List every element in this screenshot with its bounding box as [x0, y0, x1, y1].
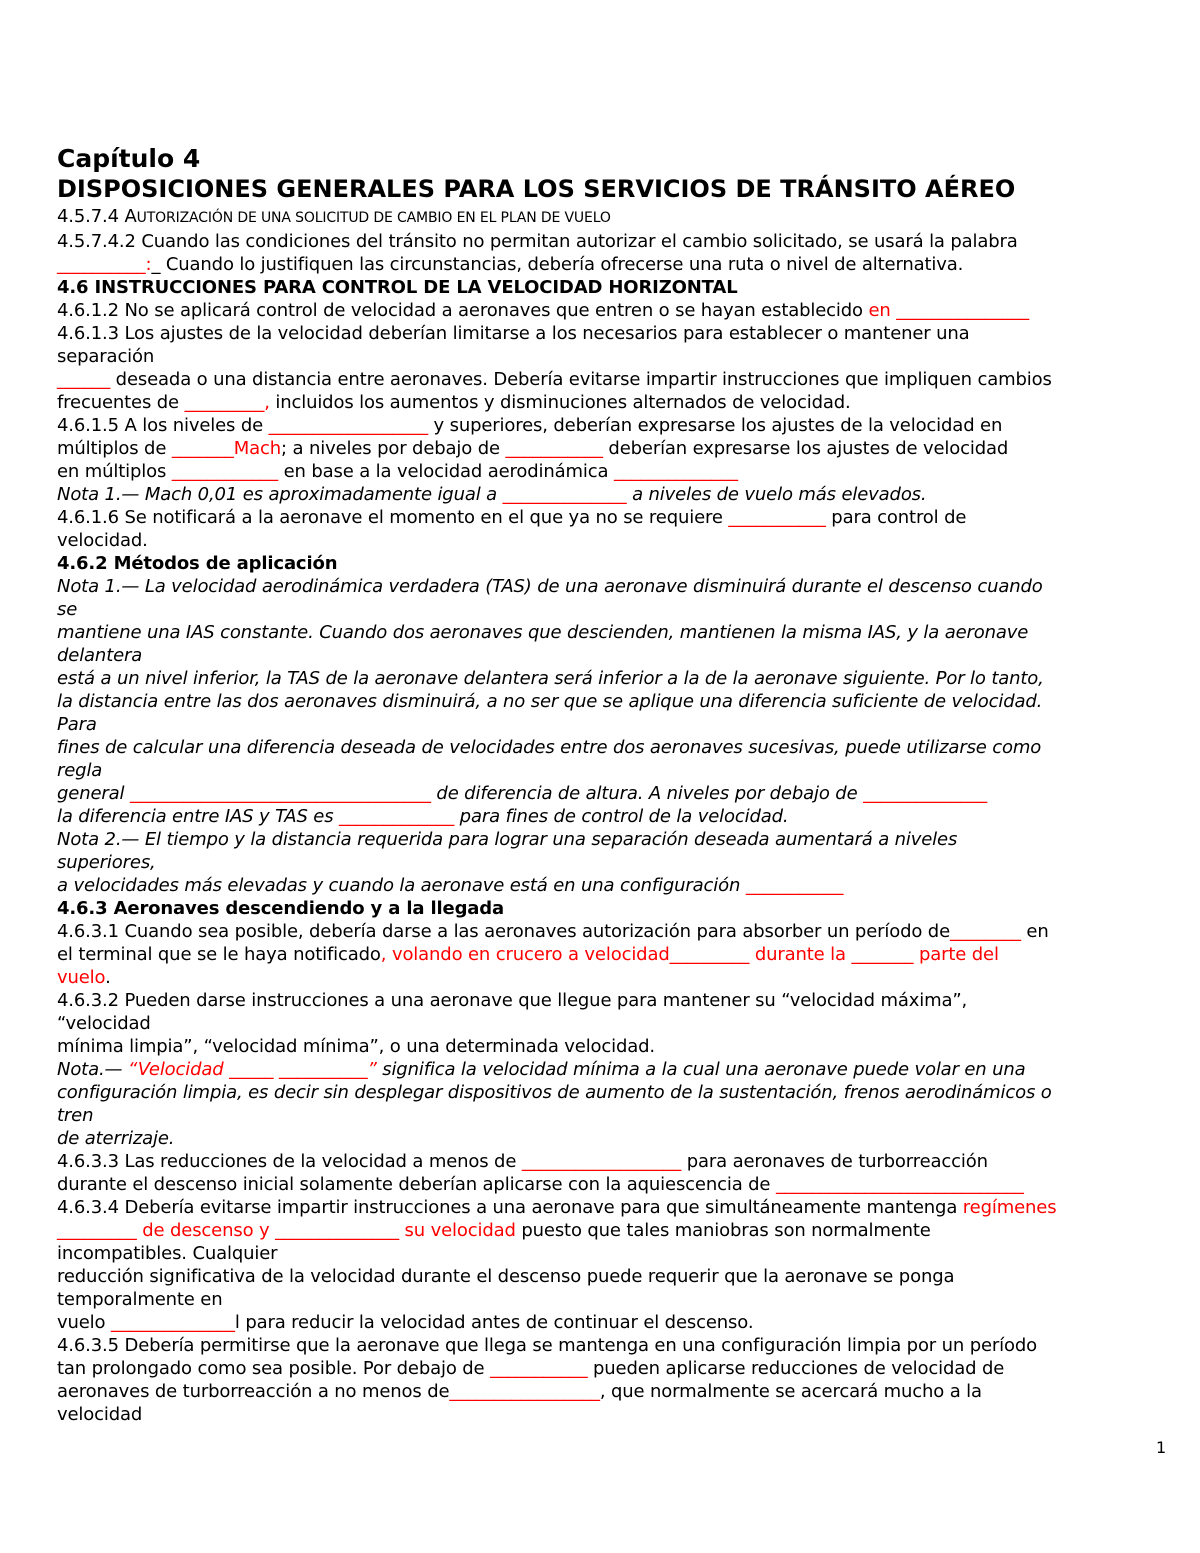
- red-text-segment: ___________: [728, 507, 826, 528]
- red-text-segment: __________________: [268, 415, 428, 436]
- text-line: [57, 1127, 1167, 1150]
- text-segment: incompatibles. Cualquier: [57, 1243, 278, 1264]
- text-line: [57, 253, 1167, 276]
- text-segment: la diferencia entre IAS y TAS es: [57, 806, 340, 827]
- text-segment: delantera: [57, 645, 143, 666]
- red-text-segment: ____________________________: [775, 1174, 1024, 1195]
- text-segment: superiores,: [57, 852, 156, 873]
- text-segment: 4.6.1.2 No se aplicará control de velocidad a aeronaves que entren o se hayan establecido: [57, 300, 869, 321]
- text-segment: UTORIZACIÓN DE UNA SOLICITUD DE CAMBIO EN EL PLAN DE VUELO: [136, 210, 611, 226]
- text-line: [57, 1035, 1167, 1058]
- text-line: [57, 1403, 1167, 1426]
- text-segment: y superiores, deberían expresarse los ajustes de la velocidad en: [427, 415, 1003, 436]
- text-segment: puesto que tales maniobras son normalmente: [515, 1220, 931, 1241]
- text-segment: está a un nivel inferior, la TAS de la aeronave delantera será inferior a la de la aeronave siguiente. Por lo tanto,: [57, 668, 1044, 689]
- text-line: [57, 391, 1167, 414]
- text-line: [57, 529, 1167, 552]
- text-segment: en base a la velocidad aerodinámica: [278, 461, 614, 482]
- text-segment: ; a niveles por debajo de: [281, 438, 506, 459]
- text-segment: 4.6.1.6 Se notificará a la aeronave el momento en el que ya no se requiere: [57, 507, 729, 528]
- text-segment: _ Cuando lo justifiquen las circunstancias, debería ofrecerse una ruta o nivel de alternativa.: [151, 254, 964, 275]
- text-segment: DISPOSICIONES GENERALES PARA LOS SERVICIOS DE TRÁNSITO AÉREO: [57, 175, 1016, 203]
- text-line: [57, 1219, 1167, 1242]
- text-line: [57, 713, 1167, 736]
- text-segment: separación: [57, 346, 155, 367]
- text-segment: l para reducir la velocidad antes de continuar el descenso.: [234, 1312, 754, 1333]
- text-line: [57, 322, 1167, 345]
- red-text-segment: _____________: [339, 806, 455, 827]
- text-line: [57, 205, 1167, 230]
- text-line: [57, 143, 1167, 174]
- text-line: [57, 174, 1167, 205]
- text-segment: Para: [57, 714, 97, 735]
- text-line: [57, 1357, 1167, 1380]
- red-text-segment: __________________: [521, 1151, 682, 1172]
- text-segment: 4.6.3 Aeronaves descendiendo y a la llegada: [57, 898, 505, 919]
- red-text-segment: ______________: [502, 484, 627, 505]
- red-text-segment: _______________: [896, 300, 1029, 321]
- text-segment: de aterrizaje.: [57, 1128, 175, 1149]
- text-segment: deberían expresarse los ajustes de velocidad: [602, 438, 1009, 459]
- text-line: [57, 782, 1167, 805]
- text-segment: configuración limpia, es decir sin desplegar dispositivos de aumento de la sustentación, frenos aerodinámicos o: [57, 1082, 1052, 1103]
- red-text-segment: _________,: [184, 392, 270, 413]
- text-line: [57, 897, 1167, 920]
- text-segment: a velocidades más elevadas y cuando la aeronave está en una configuración: [57, 875, 746, 896]
- text-line: [57, 874, 1167, 897]
- text-segment: fines de calcular una diferencia deseada de velocidades entre dos aeronaves sucesivas, puede utilizarse como: [57, 737, 1042, 758]
- red-text-segment: _________ de descenso y ______________ su velocidad: [57, 1220, 516, 1241]
- text-segment: de diferencia de altura. A niveles por debajo de: [430, 783, 864, 804]
- text-segment: tren: [57, 1105, 94, 1126]
- text-line: [57, 460, 1167, 483]
- text-segment: incluidos los aumentos y disminuciones alternados de velocidad.: [269, 392, 851, 413]
- text-segment: en: [1020, 921, 1049, 942]
- text-segment: la distancia entre las dos aeronaves disminuirá, a no ser que se aplique una diferencia suficiente de velocidad.: [57, 691, 1043, 712]
- text-line: [57, 1265, 1167, 1288]
- red-text-segment: _________________: [449, 1381, 600, 1402]
- text-segment: deseada o una distancia entre aeronaves. Debería evitarse impartir instrucciones que impliquen cambios: [110, 369, 1052, 390]
- red-text-segment: ___________: [745, 875, 844, 896]
- text-segment: Nota 1.— Mach 0,01 es aproximadamente igual a: [57, 484, 503, 505]
- text-line: [57, 230, 1167, 253]
- text-segment: 4.6.1.3 Los ajustes de la velocidad deberían limitarse a los necesarios para establecer o mantener una: [57, 323, 970, 344]
- text-segment: se: [57, 599, 78, 620]
- text-line: [57, 644, 1167, 667]
- red-text-segment: __________________________________: [129, 783, 431, 804]
- text-segment: aeronaves de turborreacción a no menos de: [57, 1381, 450, 1402]
- text-line: [57, 1081, 1167, 1104]
- page-number: 1: [1156, 1438, 1167, 1457]
- text-line: [57, 1012, 1167, 1035]
- text-line: [57, 1196, 1167, 1219]
- text-segment: tan prolongado como sea posible. Por debajo de: [57, 1358, 491, 1379]
- text-line: [57, 1058, 1167, 1081]
- text-line: [57, 989, 1167, 1012]
- text-segment: en múltiplos: [57, 461, 172, 482]
- red-text-segment: ____________: [171, 461, 278, 482]
- text-segment: mantiene una IAS constante. Cuando dos aeronaves que descienden, mantienen la misma IAS, y la aeronave: [57, 622, 1029, 643]
- red-text-segment: en: [868, 300, 897, 321]
- text-segment: pueden aplicarse reducciones de velocidad de: [587, 1358, 1005, 1379]
- red-text-segment: _______Mach: [171, 438, 282, 459]
- text-line: [57, 1242, 1167, 1265]
- red-text-segment: ______: [57, 369, 111, 390]
- red-text-segment: “Velocidad _____ __________”: [127, 1059, 377, 1080]
- text-line: [57, 368, 1167, 391]
- text-segment: a niveles de vuelo más elevados.: [626, 484, 927, 505]
- text-line: [57, 1311, 1167, 1334]
- text-line: [57, 276, 1167, 299]
- red-text-segment: vuelo: [57, 967, 106, 988]
- text-segment: velocidad: [57, 1404, 143, 1425]
- red-text-segment: regímenes: [962, 1197, 1057, 1218]
- text-line: [57, 805, 1167, 828]
- text-segment: para control de: [825, 507, 967, 528]
- text-segment: para fines de control de la velocidad.: [454, 806, 789, 827]
- text-line: [57, 299, 1167, 322]
- text-line: [57, 345, 1167, 368]
- text-line: [57, 920, 1167, 943]
- text-segment: el terminal que se le haya notificado: [57, 944, 381, 965]
- text-line: [57, 1288, 1167, 1311]
- text-segment: Nota 2.— El tiempo y la distancia requerida para lograr una separación deseada aumentará a niveles: [57, 829, 958, 850]
- text-line: [57, 506, 1167, 529]
- red-text-segment: ___________: [490, 1358, 588, 1379]
- text-segment: 4.6.3.4 Debería evitarse impartir instrucciones a una aeronave para que simultáneamente mantenga: [57, 1197, 963, 1218]
- text-line: [57, 851, 1167, 874]
- text-segment: velocidad.: [57, 530, 148, 551]
- red-text-segment: :: [145, 254, 152, 275]
- text-line: [57, 966, 1167, 989]
- text-line: [57, 1334, 1167, 1357]
- red-text-segment: __________: [57, 254, 146, 275]
- text-segment: 4.6.1.5 A los niveles de: [57, 415, 269, 436]
- red-text-segment: ______________: [110, 1312, 235, 1333]
- text-segment: reducción significativa de la velocidad durante el descenso puede requerir que la aeronave se ponga: [57, 1266, 955, 1287]
- text-segment: 4.6.2 Métodos de aplicación: [57, 553, 338, 574]
- text-segment: vuelo: [57, 1312, 111, 1333]
- text-segment: 4.6.3.1 Cuando sea posible, debería darse a las aeronaves autorización para absorber un período de: [57, 921, 951, 942]
- text-segment: Nota 1.— La velocidad aerodinámica verdadera (TAS) de una aeronave disminuirá durante el descenso cuando: [57, 576, 1043, 597]
- text-line: [57, 414, 1167, 437]
- text-line: [57, 575, 1167, 598]
- text-segment: múltiplos de: [57, 438, 172, 459]
- text-segment: significa la velocidad mínima a la cual una aeronave puede volar en una: [376, 1059, 1026, 1080]
- text-segment: 4.5.7.4.2 Cuando las condiciones del tránsito no permitan autorizar el cambio solicitado, se usará la palabra: [57, 231, 1018, 252]
- text-line: [57, 736, 1167, 759]
- text-line: [57, 690, 1167, 713]
- red-text-segment: ___________: [505, 438, 603, 459]
- red-text-segment: ______________: [613, 461, 738, 482]
- text-line: [57, 1104, 1167, 1127]
- text-segment: 4.6.3.5 Debería permitirse que la aeronave que llega se mantenga en una configuración limpia por un período: [57, 1335, 1038, 1356]
- text-segment: 4.5.7.4 A: [57, 206, 137, 227]
- text-segment: , que normalmente se acercará mucho a la: [599, 1381, 982, 1402]
- text-line: [57, 621, 1167, 644]
- text-segment: temporalmente en: [57, 1289, 223, 1310]
- text-line: [57, 828, 1167, 851]
- text-segment: 4.6.3.2 Pueden darse instrucciones a una aeronave que llegue para mantener su “velocidad máxima”,: [57, 990, 968, 1011]
- text-line: [57, 1150, 1167, 1173]
- text-line: [57, 552, 1167, 575]
- text-segment: general: [57, 783, 130, 804]
- text-line: [57, 598, 1167, 621]
- red-text-segment: ______________: [863, 783, 987, 804]
- red-text-segment: ________: [950, 921, 1021, 942]
- text-segment: para aeronaves de turborreacción: [681, 1151, 988, 1172]
- text-segment: Nota.—: [57, 1059, 128, 1080]
- text-line: [57, 759, 1167, 782]
- text-line: [57, 943, 1167, 966]
- page-content: [57, 143, 1167, 1426]
- text-segment: “velocidad: [57, 1013, 151, 1034]
- text-segment: durante el descenso inicial solamente deberían aplicarse con la aquiescencia de: [57, 1174, 776, 1195]
- text-segment: mínima limpia”, “velocidad mínima”, o una determinada velocidad.: [57, 1036, 656, 1057]
- text-segment: Capítulo 4: [57, 144, 201, 173]
- text-line: [57, 1380, 1167, 1403]
- text-segment: .: [105, 967, 111, 988]
- text-segment: regla: [57, 760, 103, 781]
- text-line: [57, 667, 1167, 690]
- text-line: [57, 1173, 1167, 1196]
- text-line: [57, 483, 1167, 506]
- text-segment: 4.6.3.3 Las reducciones de la velocidad a menos de: [57, 1151, 522, 1172]
- red-text-segment: , volando en crucero a velocidad_________ durante la _______ parte del: [380, 944, 999, 965]
- text-segment: frecuentes de: [57, 392, 185, 413]
- text-segment: 4.6 INSTRUCCIONES PARA CONTROL DE LA VELOCIDAD HORIZONTAL: [57, 277, 738, 298]
- text-line: [57, 437, 1167, 460]
